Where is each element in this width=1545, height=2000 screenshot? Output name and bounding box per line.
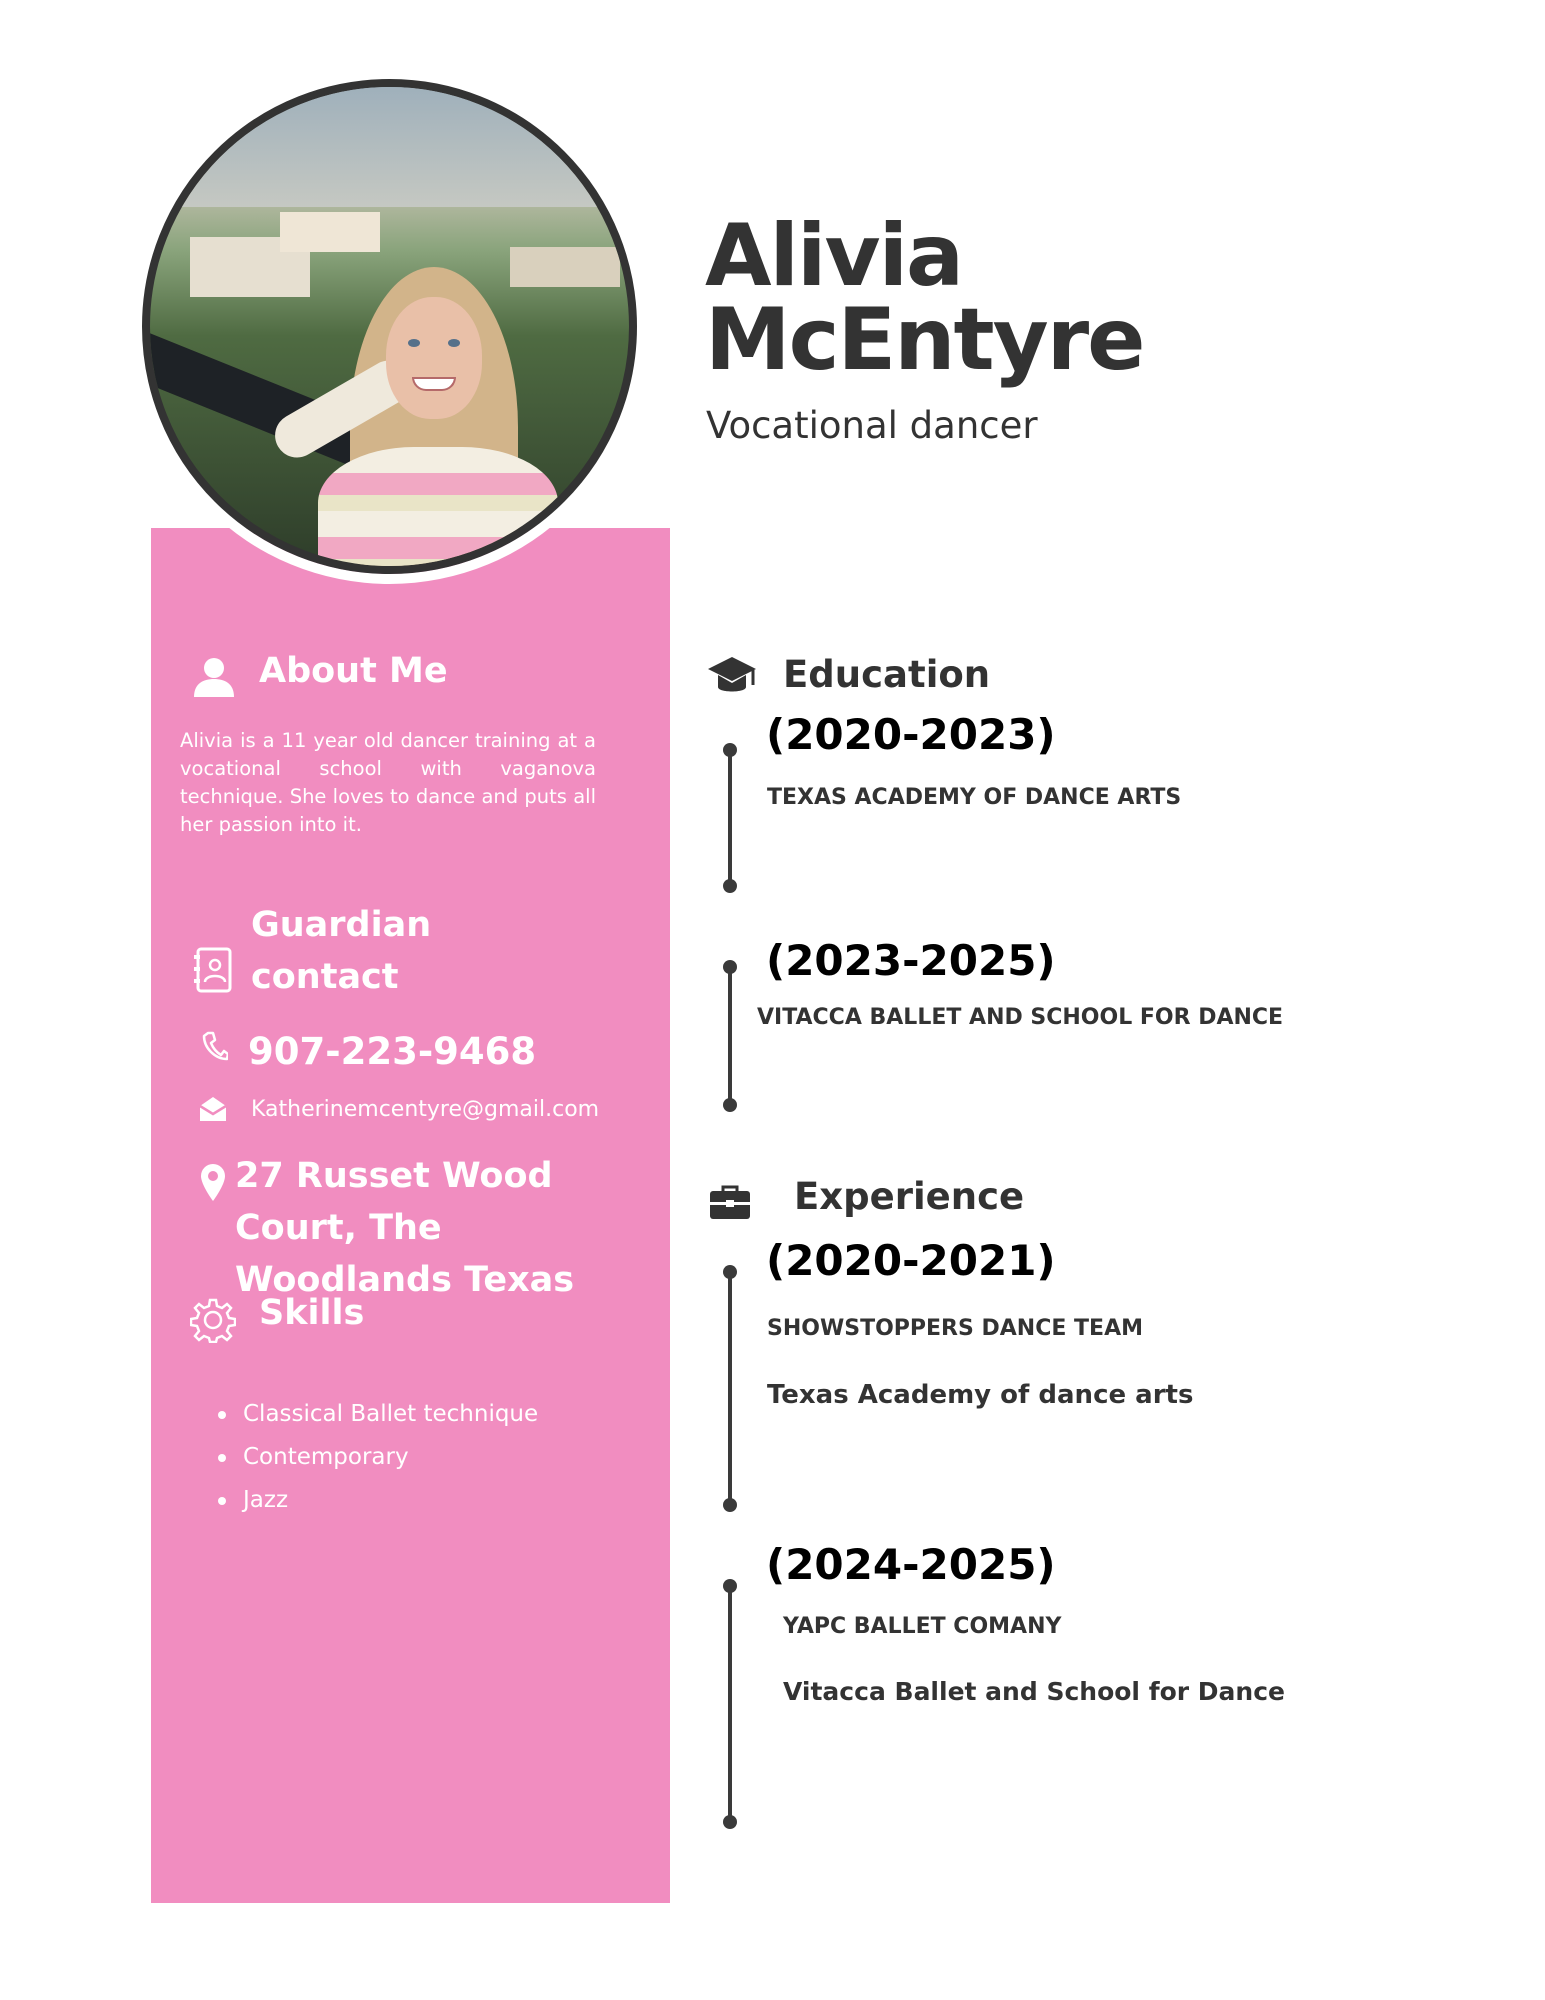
experience-years: (2020-2021) xyxy=(766,1236,1056,1285)
about-heading: About Me xyxy=(259,651,448,691)
user-icon xyxy=(192,655,236,699)
skill-item: Contemporary xyxy=(218,1436,538,1479)
profile-photo xyxy=(142,79,637,574)
timeline-dot xyxy=(723,1498,737,1512)
experience-years: (2024-2025) xyxy=(766,1540,1056,1589)
briefcase-icon xyxy=(709,1185,751,1221)
location-pin-icon xyxy=(199,1163,227,1203)
phone-number[interactable]: 907-223-9468 xyxy=(248,1030,537,1073)
timeline-line xyxy=(728,967,732,1105)
timeline-dot xyxy=(723,1098,737,1112)
skill-item: Jazz xyxy=(218,1479,538,1522)
experience-role: YAPC BALLET COMANY xyxy=(783,1614,1062,1639)
education-heading: Education xyxy=(783,653,991,696)
skills-list xyxy=(218,1393,538,1522)
education-school: TEXAS ACADEMY OF DANCE ARTS xyxy=(767,785,1182,810)
timeline-dot xyxy=(723,879,737,893)
email-address[interactable]: Katherinemcentyre@gmail.com xyxy=(251,1097,600,1122)
experience-role: SHOWSTOPPERS DANCE TEAM xyxy=(767,1316,1143,1341)
timeline-line xyxy=(728,1586,732,1822)
education-school: VITACCA BALLET AND SCHOOL FOR DANCE xyxy=(757,1005,1284,1030)
skills-heading: Skills xyxy=(259,1293,365,1333)
gear-icon xyxy=(190,1297,236,1343)
first-name: Alivia xyxy=(705,206,963,306)
timeline-line xyxy=(728,1272,732,1505)
job-title: Vocational dancer xyxy=(706,404,1038,447)
address: 27 Russet Wood Court, The Woodlands Texas xyxy=(235,1156,575,1300)
about-text: Alivia is a 11 year old dancer training at a vocational school with vaganova technique. She loves to dance and puts all her passion into it. xyxy=(180,729,596,836)
skill-item: Classical Ballet technique xyxy=(218,1393,538,1436)
experience-org: Texas Academy of dance arts xyxy=(767,1380,1194,1410)
education-years: (2023-2025) xyxy=(766,936,1056,985)
contact-book-icon xyxy=(192,947,234,993)
phone-icon xyxy=(202,1031,228,1061)
timeline-dot xyxy=(723,1815,737,1829)
graduation-cap-icon xyxy=(706,655,758,699)
experience-heading: Experience xyxy=(794,1175,1025,1218)
envelope-icon xyxy=(198,1095,228,1123)
experience-org: Vitacca Ballet and School for Dance xyxy=(783,1677,1285,1706)
timeline-line xyxy=(728,750,732,885)
contact-heading-line1: Guardian xyxy=(251,905,432,945)
contact-heading-line2: contact xyxy=(251,957,399,997)
education-years: (2020-2023) xyxy=(766,710,1056,759)
last-name: McEntyre xyxy=(705,290,1144,390)
